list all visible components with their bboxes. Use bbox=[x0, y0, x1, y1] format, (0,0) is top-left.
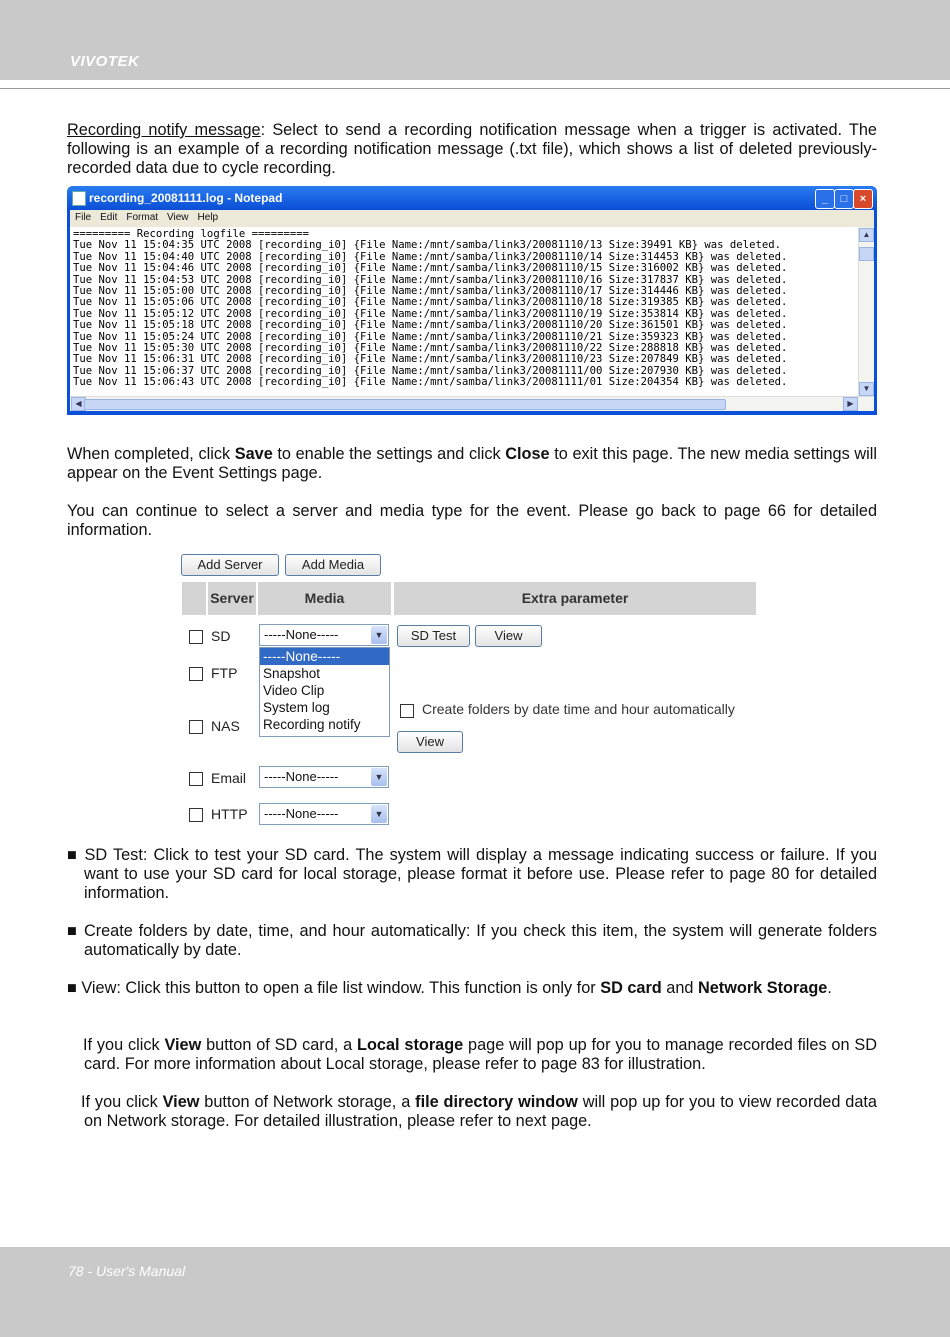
ftp-checkbox[interactable] bbox=[189, 667, 203, 681]
chevron-down-icon[interactable]: ▼ bbox=[371, 768, 387, 786]
p4-view: View bbox=[164, 1036, 202, 1054]
bullet-view-text: ■ View: Click this button to open a file list window. This function is only for bbox=[67, 979, 601, 997]
intro-text: : Select to send a recording notification message when a trigger is activated. The following is an example of a recording notification message (.txt file), which shows a list of deleted previously-recorded data due to cycle recording. bbox=[67, 121, 877, 177]
menu-view[interactable]: View bbox=[167, 212, 189, 223]
media-dropdown-list[interactable] bbox=[259, 647, 390, 737]
nas-label: NAS bbox=[211, 718, 240, 734]
option-recording-notify[interactable]: Recording notify bbox=[263, 717, 361, 732]
page-header bbox=[0, 0, 950, 80]
menu-edit[interactable]: Edit bbox=[100, 212, 118, 223]
scroll-thumb[interactable] bbox=[859, 247, 874, 261]
p4-text-a: If you click bbox=[83, 1036, 165, 1054]
notepad-text-area[interactable] bbox=[70, 227, 874, 411]
p2-text-b: to enable the settings and click bbox=[272, 445, 506, 463]
notepad-menubar bbox=[70, 210, 874, 227]
menu-file[interactable]: File bbox=[75, 212, 92, 223]
bullet-sd-test: ■ SD Test: Click to test your SD card. The system will display a message indicating success or failure. If you want to use your SD card for local storage, please format it before use. Please refer to page 80 for detailed information. bbox=[67, 846, 877, 902]
header-checkbox-col bbox=[182, 582, 206, 615]
horizontal-scrollbar[interactable] bbox=[70, 396, 874, 411]
sd-media-select[interactable] bbox=[259, 624, 389, 646]
email-checkbox[interactable] bbox=[189, 772, 203, 786]
network-storage-paragraph bbox=[81, 1093, 877, 1131]
chevron-down-icon[interactable]: ▼ bbox=[371, 626, 387, 644]
chevron-down-icon[interactable]: ▼ bbox=[371, 805, 387, 823]
option-none[interactable]: -----None----- bbox=[260, 648, 389, 665]
p4-text-b: button of SD card, a bbox=[201, 1036, 358, 1054]
add-server-button[interactable]: Add Server bbox=[181, 554, 279, 576]
option-system-log[interactable]: System log bbox=[263, 700, 330, 715]
http-checkbox[interactable] bbox=[189, 808, 203, 822]
intro-term: Recording notify message bbox=[67, 121, 261, 139]
scroll-right-icon[interactable]: ▶ bbox=[843, 397, 858, 411]
scroll-up-icon[interactable]: ▲ bbox=[859, 228, 874, 242]
create-folders-label: Create folders by date time and hour automatically bbox=[422, 701, 735, 717]
minimize-icon[interactable]: _ bbox=[815, 189, 835, 209]
page-number: 78 - User's Manual bbox=[68, 1263, 186, 1279]
header-divider bbox=[0, 88, 950, 89]
col-extra-parameter: Extra parameter bbox=[394, 582, 756, 615]
close-icon[interactable]: × bbox=[853, 189, 873, 209]
notepad-titlebar bbox=[67, 186, 877, 210]
bullet-view-and: and bbox=[661, 979, 698, 997]
email-media-value: -----None----- bbox=[264, 769, 339, 784]
nas-checkbox[interactable] bbox=[189, 720, 203, 734]
vertical-scrollbar[interactable] bbox=[858, 227, 874, 397]
ftp-label: FTP bbox=[211, 665, 238, 681]
sd-label: SD bbox=[211, 628, 231, 644]
sd-checkbox[interactable] bbox=[189, 630, 203, 644]
p5-view: View bbox=[162, 1093, 200, 1111]
option-video-clip[interactable]: Video Clip bbox=[263, 683, 325, 698]
sd-view-button[interactable]: View bbox=[475, 625, 542, 647]
nas-view-button[interactable]: View bbox=[397, 731, 463, 753]
save-close-paragraph bbox=[67, 445, 877, 483]
p4-local-storage: Local storage bbox=[357, 1036, 464, 1054]
col-server: Server bbox=[208, 582, 256, 615]
col-media: Media bbox=[258, 582, 391, 615]
http-media-value: -----None----- bbox=[264, 806, 339, 821]
add-media-button[interactable]: Add Media bbox=[285, 554, 381, 576]
bullet-view-end: . bbox=[827, 979, 832, 997]
http-media-select[interactable] bbox=[259, 803, 389, 825]
log-content: ========= Recording logfile ========= Tue Nov 11 15:04:35 UTC 2008 [recording_i0] {File Name:/mnt/samba/link3/20081110/13 Size:39491 KB} was deleted. Tue Nov 11 15:04:40 UTC 2008 [recording_i0] {File Name:/mnt/samba/link3/20081110/14 Size:314453 KB} was deleted. Tue Nov 11 15:04:46 UTC 2008 [recording_i0] {File Name:/mnt/samba/link3/20081110/15 Size:316002 KB} was deleted. Tue Nov 11 15:04:53 UTC 2008 [recording_i0] {File Name:/mnt/samba/link3/20081110/16 Size:317837 KB} was deleted. Tue Nov 11 15:05:00 UTC 2008 [recording_i0] {File Name:/mnt/samba/link3/20081110/17 Size:314446 KB} was deleted. Tue Nov 11 15:05:06 UTC 2008 [recording_i0] {File Name:/mnt/samba/link3/20081110/18 Size:319385 KB} was deleted. Tue Nov 11 15:05:12 UTC 2008 [recording_i0] {File Name:/mnt/samba/link3/20081110/19 Size:353814 KB} was deleted. Tue Nov 11 15:05:18 UTC 2008 [recording_i0] {File Name:/mnt/samba/link3/20081110/20 Size:361501 KB} was deleted. Tue Nov 11 15:05:24 UTC 2008 [recording_i0] {File Name:/mnt/samba/link3/20081110/21 Size:359323 KB} was deleted. Tue Nov 11 15:05:30 UTC 2008 [recording_i0] {File Name:/mnt/samba/link3/20081110/22 Size:288818 KB} was deleted. Tue Nov 11 15:06:31 UTC 2008 [recording_i0] {File Name:/mnt/samba/link3/20081110/23 Size:207849 KB} was deleted. Tue Nov 11 15:06:37 UTC 2008 [recording_i0] {File Name:/mnt/samba/link3/20081111/00 Size:207930 KB} was deleted. Tue Nov 11 15:06:43 UTC 2008 [recording_i0] {File Name:/mnt/samba/link3/20081111/01 Size:204354 KB} was deleted. bbox=[73, 228, 788, 389]
continue-paragraph: You can continue to select a server and media type for the event. Please go back to page 66 for detailed information. bbox=[67, 502, 877, 539]
bullet-view-sd: SD card bbox=[600, 979, 662, 997]
scroll-down-icon[interactable]: ▼ bbox=[859, 382, 874, 396]
p2-close: Close bbox=[505, 445, 550, 463]
email-media-select[interactable] bbox=[259, 766, 389, 788]
menu-format[interactable]: Format bbox=[126, 212, 159, 223]
p4-text-c: page will pop up for you to manage recorded files on SD card. For more information about Local storage, please refer to page 83 for illustration. bbox=[84, 1036, 877, 1073]
p5-text-b: button of Network storage, a bbox=[199, 1093, 416, 1111]
sd-test-button[interactable]: SD Test bbox=[397, 625, 470, 647]
page-footer bbox=[0, 1247, 950, 1337]
bullet-view bbox=[67, 979, 877, 998]
option-snapshot[interactable]: Snapshot bbox=[263, 666, 321, 681]
bullet-create-folders: ■ Create folders by date, time, and hour automatically: If you check this item, the system will generate folders automatically by date. bbox=[67, 922, 877, 959]
notepad-title: recording_20081111.log - Notepad bbox=[89, 191, 283, 205]
p5-file-directory-window: file directory window bbox=[415, 1093, 578, 1111]
scroll-left-icon[interactable]: ◀ bbox=[71, 397, 86, 411]
brand-logo: VIVOTEK bbox=[70, 53, 140, 70]
sd-media-value: -----None----- bbox=[264, 627, 339, 642]
horizontal-scroll-thumb[interactable] bbox=[84, 399, 726, 410]
p2-text-c: to exit this page. The new media settings will appear on the Event Settings page. bbox=[67, 445, 877, 482]
email-label: Email bbox=[211, 770, 247, 786]
menu-help[interactable]: Help bbox=[197, 212, 219, 223]
p5-text-c: will pop up for you to view recorded data on Network storage. For detailed illustration, please refer to next page. bbox=[84, 1093, 877, 1130]
maximize-icon[interactable]: □ bbox=[834, 189, 854, 209]
p5-text-a: If you click bbox=[81, 1093, 163, 1111]
http-label: HTTP bbox=[211, 806, 248, 822]
notepad-icon bbox=[72, 191, 86, 206]
create-folders-checkbox[interactable] bbox=[400, 704, 414, 718]
bullet-view-ns: Network Storage bbox=[697, 979, 828, 997]
p2-text-a: When completed, click bbox=[67, 445, 235, 463]
p2-save: Save bbox=[234, 445, 273, 463]
notepad-window bbox=[67, 186, 877, 415]
intro-paragraph bbox=[67, 121, 877, 178]
local-storage-paragraph bbox=[84, 1036, 877, 1074]
